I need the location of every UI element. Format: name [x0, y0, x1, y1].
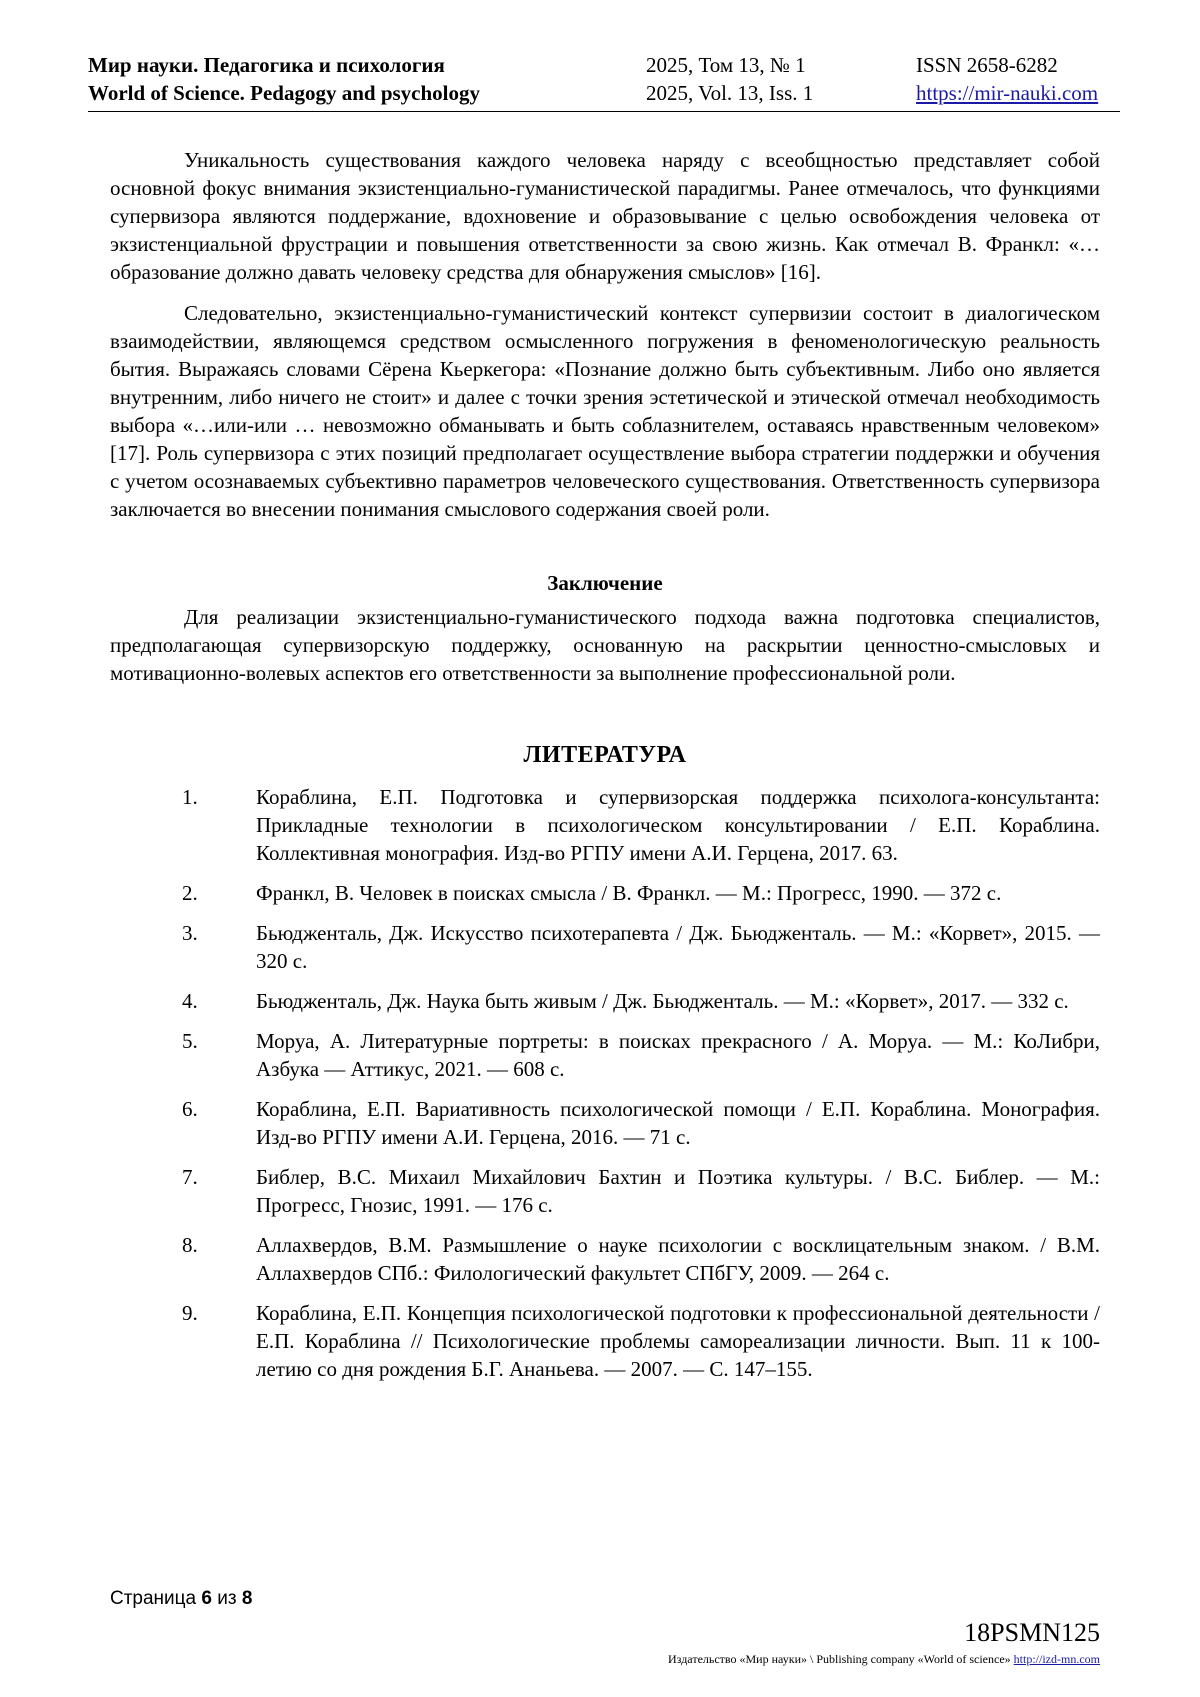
- literature-heading: ЛИТЕРАТУРА: [523, 742, 687, 768]
- reference-item: 6. Кораблина, Е.П. Вариативность психологической помощи / Е.П. Кораблина. Монография. Изд-во РГПУ имени А.И. Герцена, 2016. — 71 с.: [182, 1097, 1100, 1149]
- reference-item: 1. Кораблина, Е.П. Подготовка и супервизорская поддержка психолога-консультанта: Прикладные технологии в психологическом консультировании / Е.П. Кораблина. Коллективная монография. Изд-во РГПУ имени А.И. Герцена, 2017. 63.: [182, 785, 1100, 865]
- reference-item: 5. Моруа, А. Литературные портреты: в поисках прекрасного / А. Моруа. — М.: КоЛибри, Азбука — Аттикус, 2021. — 608 с.: [182, 1029, 1100, 1081]
- conclusion-paragraph: Для реализации экзистенциально-гуманистического подхода важна подготовка специалистов, предполагающая супервизорскую поддержку, основанную на раскрытии ценностно-смысловых и мотивационно-волевых аспектов его ответственности за выполнение профессиональной роли.: [110, 605, 1100, 685]
- issue-info-ru: 2025, Том 13, № 1: [646, 53, 806, 77]
- body-paragraph-1: Уникальность существования каждого человека наряду с всеобщностью представляет собой основной фокус внимания экзистенциально-гуманистической парадигмы. Ранее отмечалось, что функциями супервизора являются поддержание, вдохновение и образовывание с целью освобождения человека от экзистенциальной фрустрации и повышения ответственности за свою жизнь. Как отмечал В. Франкл: «…образование должно давать человеку средства для обнаружения смыслов» [16].: [110, 148, 1100, 284]
- conclusion-heading: Заключение: [547, 571, 663, 595]
- page-current: 6: [201, 1588, 212, 1609]
- publisher-url-link[interactable]: http://izd-mn.com: [1013, 1652, 1100, 1666]
- reference-item: 4. Бьюдженталь, Дж. Наука быть живым / Дж. Бьюдженталь. — М.: «Корвет», 2017. — 332 с.: [182, 989, 1069, 1013]
- reference-item: 2. Франкл, В. Человек в поисках смысла / В. Франкл. — М.: Прогресс, 1990. — 372 с.: [182, 881, 1002, 905]
- reference-item: 3. Бьюдженталь, Дж. Искусство психотерапевта / Дж. Бьюдженталь. — М.: «Корвет», 2015. — 320 с.: [182, 921, 1100, 973]
- journal-title-en: World of Science. Pedagogy and psychology: [88, 81, 481, 105]
- issn: ISSN 2658-6282: [916, 53, 1058, 77]
- reference-list: [110, 783, 1100, 1383]
- page-total: 8: [241, 1588, 253, 1609]
- reference-item: 8. Аллахвердов, В.М. Размышление о науке психологии с восклицательным знаком. / В.М. Аллахвердов СПб.: Филологический факультет СПбГУ, 2009. — 264 с.: [182, 1233, 1100, 1285]
- article-code: 18PSMN125: [964, 1618, 1100, 1647]
- page-number: Страница 6 из 8: [110, 1588, 253, 1609]
- reference-item: 9. Кораблина, Е.П. Концепция психологической подготовки к профессиональной деятельности / Е.П. Кораблина // Психологические проблемы самореализации личности. Вып. 11 к 100-летию со дня рождения Б.Г. Ананьева. — 2007. — С. 147–155.: [182, 1301, 1100, 1381]
- body-paragraph-2: Следовательно, экзистенциально-гуманистический контекст супервизии состоит в диалогическом взаимодействии, являющемся средством осмысленного погружения в феноменологическую реальность бытия. Выражаясь словами Сёрена Кьеркегора: «Познание должно быть субъективным. Либо оно является внутренним, либо ничего не стоит» и далее с точки зрения эстетической и этической отмечал необходимость выбора «…или-или … невозможно обманывать и быть соблазнителем, оставаясь нравственным человеком» [17]. Роль супервизора с этих позиций предполагает осуществление выбора стратегии поддержки и обучения с учетом осознаваемых субъективно параметров человеческого существования. Ответственность супервизора заключается во внесении понимания смыслового содержания своей роли.: [110, 301, 1100, 521]
- reference-item: 7. Библер, В.С. Михаил Михайлович Бахтин и Поэтика культуры. / В.С. Библер. — М.: Прогресс, Гнозис, 1991. — 176 с.: [182, 1165, 1100, 1217]
- issue-info-en: 2025, Vol. 13, Iss. 1: [646, 81, 814, 105]
- article-body: [110, 146, 1100, 1395]
- journal-title-ru: Мир науки. Педагогика и психология: [88, 53, 445, 77]
- publisher-line: Издательство «Мир науки» \ Publishing company «World of science» http://izd-mn.com: [668, 1652, 1100, 1666]
- header-divider: [88, 111, 1120, 112]
- journal-url-link[interactable]: https://mir-nauki.com: [916, 81, 1099, 105]
